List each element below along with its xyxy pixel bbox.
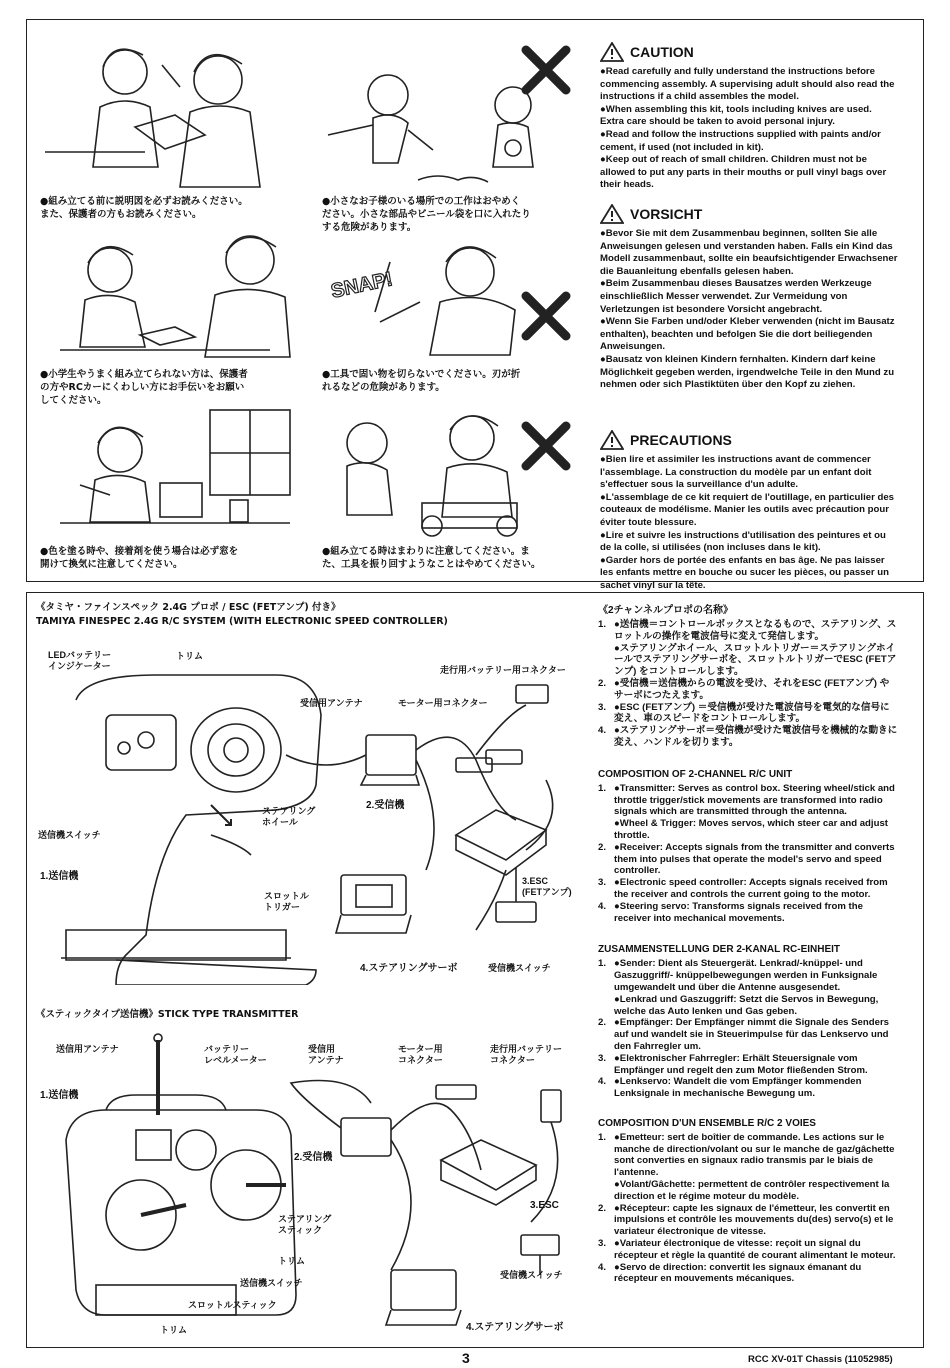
snap-text: SNAP! <box>329 268 395 303</box>
caption-ventilation: ●色を塗る時や、接着剤を使う場合は必ず窓を 開けて換気に注意してください。 <box>40 546 239 570</box>
caution-item: ●Read and follow the instructions supplied with paints and/or cement, if used (not included in kit). <box>600 128 881 153</box>
label-throttle-stick: スロットルスティック <box>188 1300 277 1310</box>
label-steering-servo: 4.ステアリングサーボ <box>360 963 458 974</box>
label-rx-antenna: 受信用 アンテナ <box>308 1044 344 1065</box>
precautions-heading <box>600 430 898 450</box>
label-motor-connector-2: モーター用 コネクター <box>398 1044 443 1065</box>
composition-en-heading: COMPOSITION OF 2-CHANNEL R/C UNIT <box>598 768 793 780</box>
list-item: 4. ●Servo de direction: convertit les signaux émanant du récepteur en mouvements mécaniques. <box>598 1261 862 1285</box>
rc-heading-en: TAMIYA FINESPEC 2.4G R/C SYSTEM (WITH ELECTRONIC SPEED CONTROLLER) <box>36 616 448 627</box>
list-item: 3. ●Elektronischer Fahrregler: Erhält Steuersignale vom Empfänger und regelt den zum Motor fließenden Strom. <box>598 1052 868 1076</box>
caution-item: ●Read carefully and fully understand the instructions before commencing assembly. A supervising adult should also read the instructions if a child assembles the model. <box>600 66 895 103</box>
precautions-item: ●Garder hors de portée des enfants en bas âge. Ne pas laisser les enfants mettre en bouche ou sucer les pièces, ou passer un sachet vinyl sur la tête. <box>600 554 889 591</box>
list-item: ●Wheel & Trigger: Moves servos, which steer car and adjust throttle. <box>614 818 888 841</box>
list-item: 3. ●Variateur électronique de vitesse: reçoit un signal du récepteur et règle la quantité de courant alimentant le moteur. <box>598 1238 896 1261</box>
label-esc-2: 3.ESC <box>530 1200 559 1211</box>
composition-fr-heading: COMPOSITION D'UN ENSEMBLE R/C 2 VOIES <box>598 1117 816 1129</box>
model-code: RCC XV-01T Chassis (11052985) <box>748 1354 893 1365</box>
illustration-reading-manual <box>40 32 275 192</box>
label-trim-2: トリム <box>278 1256 306 1266</box>
list-item: ●Volant/Gâchette: permettent de contrôler respectivement la direction et le régime moteur du modèle. <box>614 1179 890 1202</box>
label-battery-connector: 走行用バッテリー用コネクター <box>440 665 566 675</box>
vorsicht-item: ●Wenn Sie Farben und/oder Kleber verwenden (nicht im Bausatz enthalten), beachten und befolgen Sie die dort beiliegenden Anweisungen. <box>600 316 895 353</box>
precautions-item: ●Bien lire et assimiler les instructions avant de commencer l'assemblage. La construction du modèle par un enfant doit s'effectuer sous la surveillance d'un adulte. <box>600 454 872 491</box>
precautions-title: PRECAUTIONS <box>630 432 732 448</box>
list-item: 3. ●Electronic speed controller: Accepts signals received from the receiver and controls the current going to the motor. <box>598 877 888 900</box>
label-esc: 3.ESC (FETアンプ) <box>522 876 572 897</box>
caption-adult-help: ●小学生やうまく組み立てられない方は、保護者 の方やRCカーにくわしい方にお手伝いをお願い してください。 <box>40 369 248 406</box>
caption-surroundings: ●組み立てる時はまわりに注意してください。ま た、工具を振り回すようなことはやめてください。 <box>322 546 541 570</box>
precautions-body <box>600 454 898 593</box>
precautions-item: ●L'assemblage de ce kit requiert de l'outillage, en particulier des couteaux de modélisme. Manier les outils avec précaution pour éviter toute blessure. <box>600 491 895 528</box>
warning-triangle-icon <box>600 430 624 450</box>
label-steering-wheel: ステアリング ホイール <box>262 806 316 827</box>
list-item: 2. ●Récepteur: capte les signaux de l'émetteur, les convertit en impulsions et contrôle les mouvements du(des) servo(s) et le variateur électronique de vitesse. <box>598 1202 894 1238</box>
list-item: ●ステアリングホイール、スロットルトリガー＝ステアリングホイールでステアリングサーボを、スロットルトリガーでESC (FETアンプ) をコントロールします。 <box>614 642 897 678</box>
caution-title: CAUTION <box>630 44 694 60</box>
illustration-adult-help <box>40 225 295 365</box>
composition-de-list <box>598 958 898 1100</box>
illustration-painting <box>40 405 300 540</box>
caution-section <box>600 42 898 192</box>
caution-item: ●When assembling this kit, tools including knives are used. Extra care should be taken to avoid personal injury. <box>600 103 872 128</box>
label-transmitter-switch: 送信機スイッチ <box>38 830 101 840</box>
precautions-section <box>600 430 898 593</box>
warning-triangle-icon <box>600 42 624 62</box>
caption-small-children: ●小さなお子様のいる場所での工作はおやめく ださい。小さな部品やビニール袋を口に入れたり する危険があります。 <box>322 196 531 233</box>
rc-heading-jp: 《タミヤ・ファインスペック 2.4G プロポ / ESC (FETアンプ) 付き》 <box>36 602 341 613</box>
x-mark-icon <box>520 44 572 96</box>
list-item: ●Lenkrad und Gaszuggriff: Setzt die Servos in Bewegung, welche das Auto lenken und Gas geben. <box>614 993 879 1017</box>
x-mark-icon <box>520 290 572 342</box>
label-steering-stick: ステアリング スティック <box>278 1214 332 1235</box>
names-jp-heading: 《2チャンネルプロポの名称》 <box>598 605 733 616</box>
vorsicht-title: VORSICHT <box>630 206 703 222</box>
list-item: 2. ●Empfänger: Der Empfänger nimmt die Signale des Senders auf und wandelt sie in Steuerimpulse für das Lenkservo und den Fahrregler um. <box>598 1017 890 1052</box>
wheel-transmitter-diagram <box>36 640 596 985</box>
label-receiver-antenna: 受信用アンテナ <box>300 698 363 708</box>
warning-triangle-icon <box>600 204 624 224</box>
list-item: 3. ●ESC (FETアンプ) ＝受信機が受けた電波信号を電気的な信号に変え、車のスピードをコントロールします。 <box>598 701 890 725</box>
vorsicht-item: ●Bevor Sie mit dem Zusammenbau beginnen, sollten Sie alle Anweisungen gelesen und verstanden haben. Falls ein Kind das Modell zusammenbaut, sollte ein beaufsichtigender Erwachsener die Bauanleitung ebenfalls gelesen haben. <box>600 228 898 277</box>
caution-body <box>600 66 898 192</box>
caption-snap-tool: ●工具で固い物を切らないでください。刃が折 れるなどの危険があります。 <box>322 369 521 393</box>
stick-heading: 《スティックタイプ送信機》STICK TYPE TRANSMITTER <box>36 1009 299 1020</box>
label-transmitter: 1.送信機 <box>40 871 79 882</box>
rc-right-column <box>598 601 898 1285</box>
page-number: 3 <box>462 1350 470 1366</box>
label-led-indicator: LEDバッテリー インジケーター <box>48 650 112 671</box>
caution-item: ●Keep out of reach of small children. Children must not be allowed to put any parts in their mouths or pull vinyl bags over their heads. <box>600 154 887 191</box>
label-battery-meter: バッテリー レベルメーター <box>204 1044 267 1065</box>
label-throttle-trigger: スロットル トリガー <box>264 891 309 912</box>
label-receiver-switch-2: 受信機スイッチ <box>500 1270 563 1280</box>
list-item: 1. ●Transmitter: Serves as control box. Steering wheel/stick and throttle trigger/stick movements are transformed into radio signals which are transmitted through the antenna. <box>598 782 895 818</box>
label-transmitter-switch-2: 送信機スイッチ <box>240 1278 303 1288</box>
list-item: 1. ●Sender: Dient als Steuergerät. Lenkrad/-knüppel- und Gaszuggriff/- knüppelbewegungen werden in Funksignale umgewandelt und über die Antenne ausgesendet. <box>598 958 878 993</box>
stick-transmitter-diagram <box>36 1030 596 1340</box>
x-mark-icon <box>520 420 572 472</box>
label-trim: トリム <box>176 651 204 661</box>
label-transmitter-2: 1.送信機 <box>40 1090 79 1101</box>
composition-en-list <box>598 783 898 925</box>
list-item: 1. ●送信機＝コントロールボックスとなるもので、ステアリング、スロットルの操作を電波信号に変えて発信します。 <box>598 619 897 642</box>
label-motor-connector: モーター用コネクター <box>398 698 488 708</box>
label-battery-connector-2: 走行用バッテリー コネクター <box>490 1044 563 1065</box>
composition-de-heading: ZUSAMMENSTELLUNG DER 2-KANAL RC-EINHEIT <box>598 944 841 956</box>
label-tx-antenna: 送信用アンテナ <box>56 1044 119 1054</box>
names-jp-list <box>598 619 898 749</box>
label-steering-servo-2: 4.ステアリングサーボ <box>466 1322 564 1333</box>
list-item: 1. ●Emetteur: sert de boîtier de commande. Les actions sur le manche de direction/volant ou sur le manche de gaz/gâchette sont converties en signaux radio transmis par le biais de l'antenne. <box>598 1131 895 1179</box>
list-item: 2. ●Receiver: Accepts signals from the transmitter and converts them into pulses that operate the model's servo and speed controller. <box>598 841 895 877</box>
label-trim-3: トリム <box>160 1325 188 1335</box>
vorsicht-item: ●Beim Zusammenbau dieses Bausatzes werden Werkzeuge einschließlich Messer verwendet. Zur Vermeidung von Verletzungen ist besondere Vorsicht angebracht. <box>600 278 872 315</box>
list-item: 4. ●Steering servo: Transforms signals received from the receiver into mechanical movements. <box>598 900 863 924</box>
vorsicht-heading <box>600 204 898 224</box>
caption-read-manual: ●組み立てる前に説明図を必ずお読みください。 また、保護者の方もお読みください。 <box>40 196 248 220</box>
list-item: 2. ●受信機＝送信機からの電波を受け、それをESC (FETアンプ) やサーボにつたえます。 <box>598 677 890 701</box>
label-receiver-2: 2.受信機 <box>294 1152 333 1163</box>
list-item: 4. ●ステアリングサーボ＝受信機が受けた電波信号を機械的な動きに変え、ハンドルを切ります。 <box>598 725 898 748</box>
precautions-item: ●Lire et suivre les instructions d'utilisation des peintures et ou de la colle, si utilisées (non incluses dans le kit). <box>600 529 886 554</box>
vorsicht-section <box>600 204 898 392</box>
label-receiver-switch: 受信機スイッチ <box>488 963 551 973</box>
vorsicht-item: ●Bausatz von kleinen Kindern fernhalten. Kindern darf keine Möglichkeit gegeben werden, irgendwelche Teile in den Mund zu nehmen oder sich Plastiktüten über den Kopf zu ziehen. <box>600 353 895 391</box>
label-receiver: 2.受信機 <box>366 800 405 811</box>
caution-heading <box>600 42 898 62</box>
composition-fr-list <box>598 1132 898 1285</box>
vorsicht-body <box>600 228 898 392</box>
list-item: 4. ●Lenkservo: Wandelt die vom Empfänger kommenden Lenksignale in mechanische Bewegung um. <box>598 1076 862 1100</box>
